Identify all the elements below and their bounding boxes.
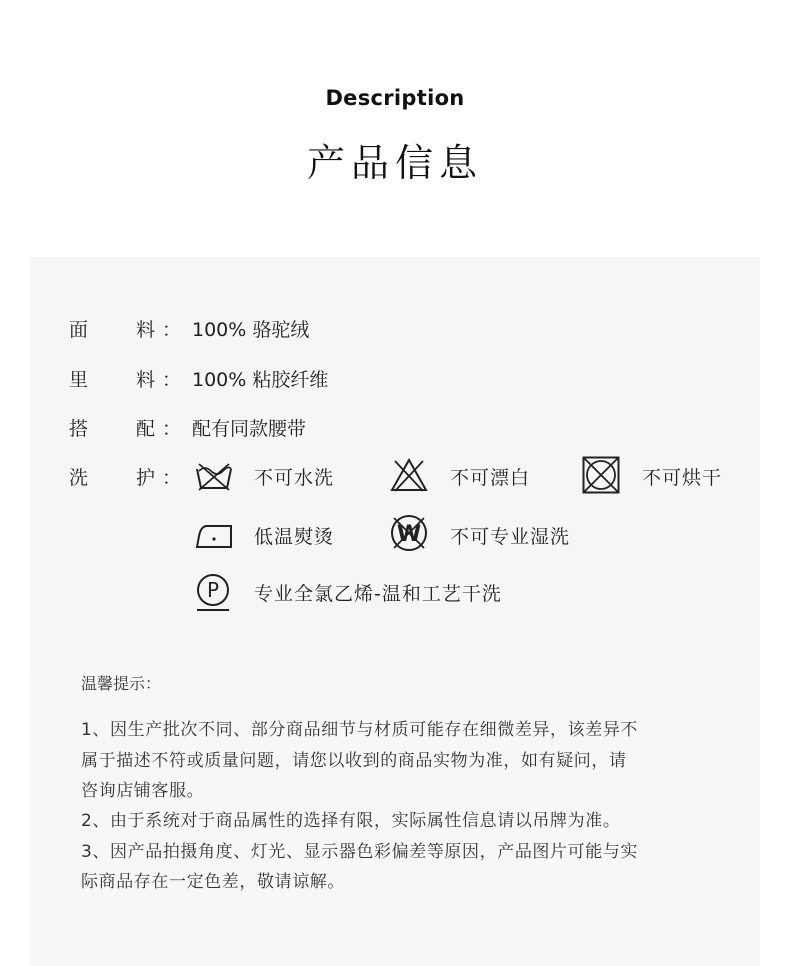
fabric-label-char2: 料 — [136, 319, 156, 341]
tips-line: 咨询店铺客服。 — [81, 781, 205, 801]
tips-line: 3、因产品拍摄角度、灯光、显示器色彩偏差等原因，产品图片可能与实 — [81, 842, 639, 862]
tips-line: 属于描述不符或质量问题，请您以收到的商品实物为准，如有疑问，请 — [81, 751, 627, 771]
no-tumble-dry-icon — [582, 456, 620, 494]
care-low-iron-text: 低温熨烫 — [254, 526, 335, 548]
care-no-wet-clean-text: 不可专业湿洗 — [450, 526, 571, 548]
specs-section — [30, 257, 760, 671]
care-dry-clean-text: 专业全氯乙烯-温和工艺干洗 — [254, 583, 502, 605]
svg-text:P: P — [206, 578, 220, 602]
product-info-panel — [30, 257, 760, 966]
lining-label-colon: ： — [162, 369, 182, 391]
accessory-label-char1: 搭 — [69, 418, 89, 440]
lining-value: 100% 粘胶纤维 — [192, 369, 329, 391]
accessory-label-char2: 配 — [136, 418, 156, 440]
tips-line: 1、因生产批次不同、部分商品细节与材质可能存在细微差异，该差异不 — [81, 720, 639, 740]
care-label-char1: 洗 — [69, 467, 89, 489]
no-wash-icon — [195, 460, 233, 492]
tips-line: 2、由于系统对于商品属性的选择有限，实际属性信息请以吊牌为准。 — [81, 811, 621, 831]
care-label-char2: 护 — [136, 467, 156, 489]
low-iron-icon — [193, 520, 235, 550]
lining-label-char2: 料 — [136, 369, 156, 391]
care-label-colon: ： — [162, 467, 182, 489]
fabric-label-colon: ： — [162, 319, 182, 341]
accessory-label-colon: ： — [162, 418, 182, 440]
care-no-wash-text: 不可水洗 — [254, 467, 335, 489]
svg-text:W: W — [396, 522, 422, 547]
care-no-tumble-dry-text: 不可烘干 — [642, 467, 723, 489]
product-info-title: 产品信息 — [306, 141, 483, 185]
description-title: Description — [325, 86, 465, 110]
fabric-label-char1: 面 — [69, 319, 89, 341]
care-no-bleach-text: 不可漂白 — [450, 467, 531, 489]
tips-title: 温馨提示： — [81, 674, 162, 693]
tips-line: 际商品存在一定色差，敬请谅解。 — [81, 872, 345, 892]
lining-label-char1: 里 — [69, 369, 89, 391]
dry-clean-p-icon — [195, 573, 231, 613]
no-bleach-icon — [389, 457, 429, 493]
fabric-value: 100% 骆驼绒 — [192, 319, 310, 341]
no-wet-clean-icon — [389, 514, 429, 552]
accessory-value: 配有同款腰带 — [192, 418, 307, 440]
